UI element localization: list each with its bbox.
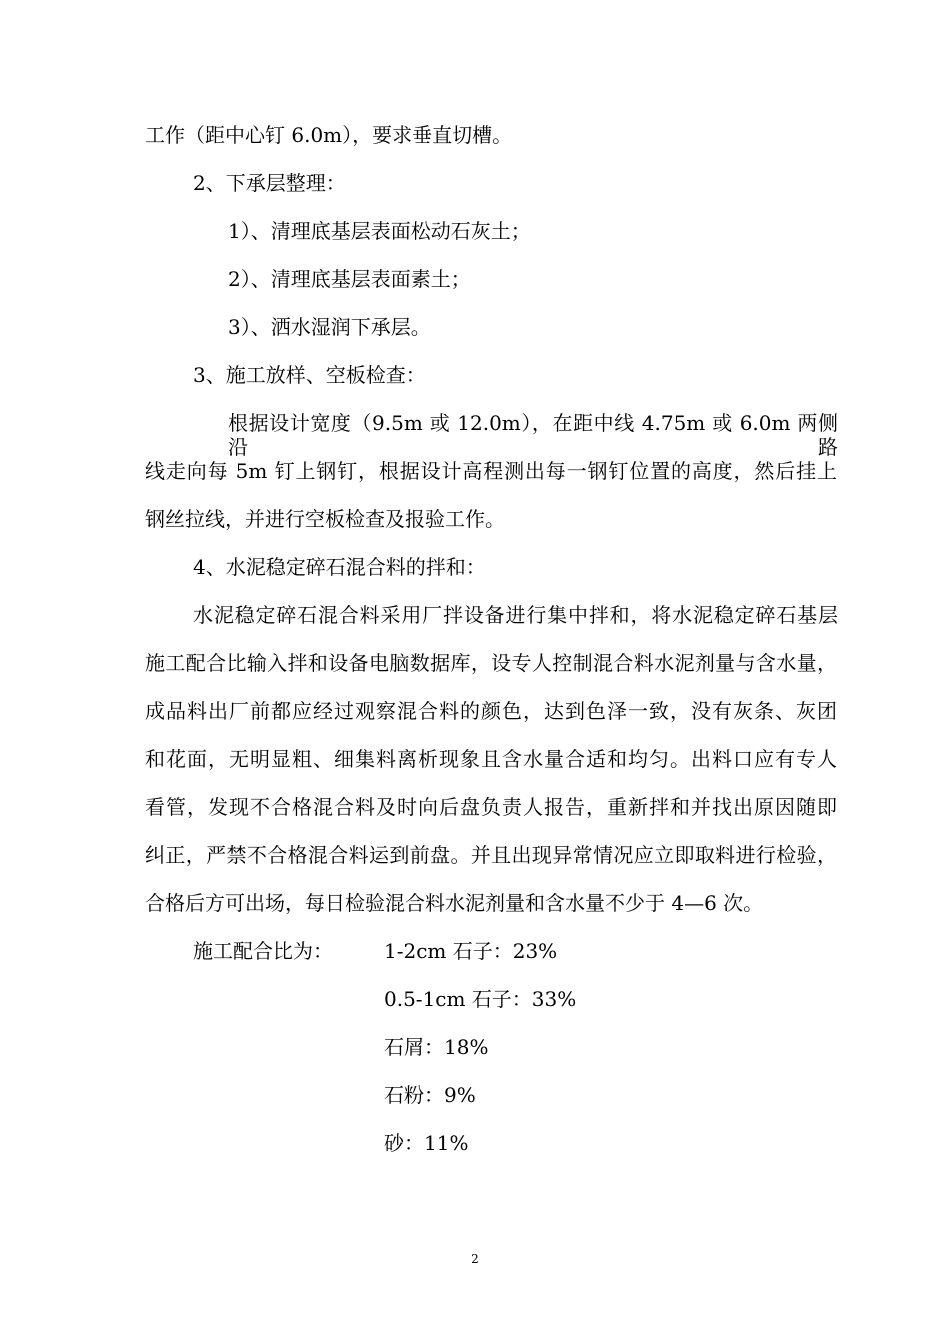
page-number: 2 — [471, 1252, 479, 1266]
section3-paragraph-line: 钢丝拉线，并进行空板检查及报验工作。 — [145, 507, 505, 531]
section4-paragraph-line: 纠正，严禁不合格混合料运到前盘。并且出现异常情况应立即取料进行检验， — [145, 843, 837, 867]
mix-ratio-item: 石屑：18% — [384, 1035, 489, 1059]
section2-item-1: 1）、清理底基层表面松动石灰土； — [228, 219, 531, 243]
section4-paragraph-line: 水泥稳定碎石混合料采用厂拌设备进行集中拌和，将水泥稳定碎石基层 — [193, 603, 838, 627]
section2-item-2: 2）、清理底基层表面素土； — [228, 267, 471, 291]
mix-ratio-item: 砂：11% — [384, 1131, 469, 1155]
section4-paragraph-line: 和花面，无明显粗、细集料离析现象且含水量合适和均匀。出料口应有专人 — [145, 747, 837, 771]
section4-paragraph-line: 施工配合比输入拌和设备电脑数据库，设专人控制混合料水泥剂量与含水量， — [145, 651, 837, 675]
mix-ratio-item: 石粉：9% — [384, 1083, 476, 1107]
mix-ratio-label: 施工配合比为： — [193, 939, 333, 963]
mix-ratio-item: 0.5-1cm 石子：33% — [384, 987, 577, 1011]
section3-paragraph-line: 线走向每 5m 钉上钢钉，根据设计高程测出每一钢钉位置的高度，然后挂上 — [145, 459, 837, 483]
section4-heading: 4、水泥稳定碎石混合料的拌和： — [193, 555, 486, 579]
intro-continuation-line: 工作（距中心钉 6.0m），要求垂直切槽。 — [145, 123, 513, 147]
section4-paragraph-line: 成品料出厂前都应经过观察混合料的颜色，达到色泽一致，没有灰条、灰团 — [145, 699, 837, 723]
mix-ratio-item: 1-2cm 石子：23% — [384, 939, 558, 963]
section3-heading: 3、施工放样、空板检查： — [193, 363, 426, 387]
section4-paragraph-line: 看管，发现不合格混合料及时向后盘负责人报告，重新拌和并找出原因随即 — [145, 795, 837, 819]
section3-paragraph-line: 根据设计宽度（9.5m 或 12.0m），在距中线 4.75m 或 6.0m 两侧沿路 — [228, 411, 838, 459]
section2-heading: 2、下承层整理： — [193, 171, 346, 195]
section4-paragraph-line: 合格后方可出场，每日检验混合料水泥剂量和含水量不少于 4—6 次。 — [145, 891, 764, 915]
section2-item-3: 3）、洒水湿润下承层。 — [228, 315, 431, 339]
